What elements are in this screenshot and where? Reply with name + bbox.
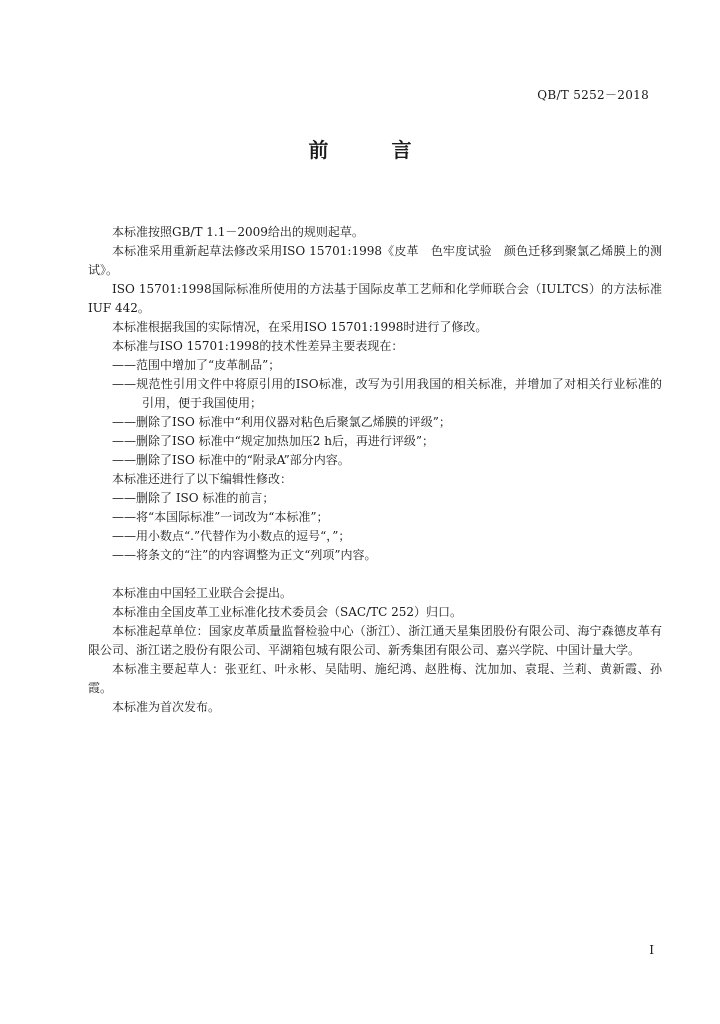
list-item-editorial-change: ——用小数点“.”代替作为小数点的逗号“，”； xyxy=(112,529,351,543)
paragraph-drafters: 本标准主要起草人：张亚红、叶永彬、吴陆明、施纪鸿、赵胜梅、沈加加、袁琨、兰莉、黄新霞、孙霞。 xyxy=(88,662,662,695)
paragraph-first-release: 本标准为首次发布。 xyxy=(112,700,221,714)
page-number: I xyxy=(649,943,654,957)
list-item-editorial-change: ——删除了 ISO 标准的前言； xyxy=(112,491,275,505)
paragraph-drafting-rules: 本标准按照GB/T 1.1－2009给出的规则起草。 xyxy=(112,225,364,239)
paragraph-proposer: 本标准由中国轻工业联合会提出。 xyxy=(112,586,293,600)
list-item-technical-diff: ——删除了ISO 标准中的“附录A”部分内容。 xyxy=(112,453,350,467)
paragraph-committee: 本标准由全国皮革工业标准化技术委员会（SAC/TC 252）归口。 xyxy=(112,605,463,619)
paragraph-adoption-method: 本标准采用重新起草法修改采用ISO 15701:1998《皮革 色牢度试验 颜色迁移到聚氯乙烯膜上的测试》。 xyxy=(88,244,662,277)
section-gap xyxy=(88,565,662,584)
list-item-editorial-change: ——将“本国际标准”一词改为“本标准”； xyxy=(112,510,329,524)
list-item-technical-diff: ——规范性引用文件中将原引用的ISO标准，改写为引用我国的相关标准，并增加了对相关行业标准的引用，便于我国使用； xyxy=(112,377,662,410)
foreword-body xyxy=(88,223,662,717)
paragraph-drafting-units: 本标准起草单位：国家皮革质量监督检验中心（浙江）、浙江通天星集团股份有限公司、海宁森德皮革有限公司、浙江诺之股份有限公司、平湖箱包城有限公司、新秀集团有限公司、嘉兴学院、中国计量大学。 xyxy=(88,624,662,657)
paragraph-editorial-intro: 本标准还进行了以下编辑性修改： xyxy=(112,472,293,486)
list-item-technical-diff: ——删除了ISO 标准中“规定加热加压2 h后，再进行评级”； xyxy=(112,434,435,448)
list-item-technical-diff: ——删除了ISO 标准中“利用仪器对粘色后聚氯乙烯膜的评级”； xyxy=(112,415,451,429)
standard-code: QB/T 5252－2018 xyxy=(537,88,649,102)
paragraph-modification: 本标准根据我国的实际情况，在采用ISO 15701:1998时进行了修改。 xyxy=(112,320,488,334)
page-title: 前 言 xyxy=(308,138,440,162)
list-item-editorial-change: ——将条文的“注”的内容调整为正文“列项”内容。 xyxy=(112,548,377,562)
paragraph-iso-basis: ISO 15701:1998国际标准所使用的方法基于国际皮革工艺师和化学师联合会（IULTCS）的方法标准IUF 442。 xyxy=(88,282,662,315)
list-item-technical-diff: ——范围中增加了“皮革制品”； xyxy=(112,358,281,372)
paragraph-technical-diff-intro: 本标准与ISO 15701:1998的技术性差异主要表现在： xyxy=(112,339,404,353)
